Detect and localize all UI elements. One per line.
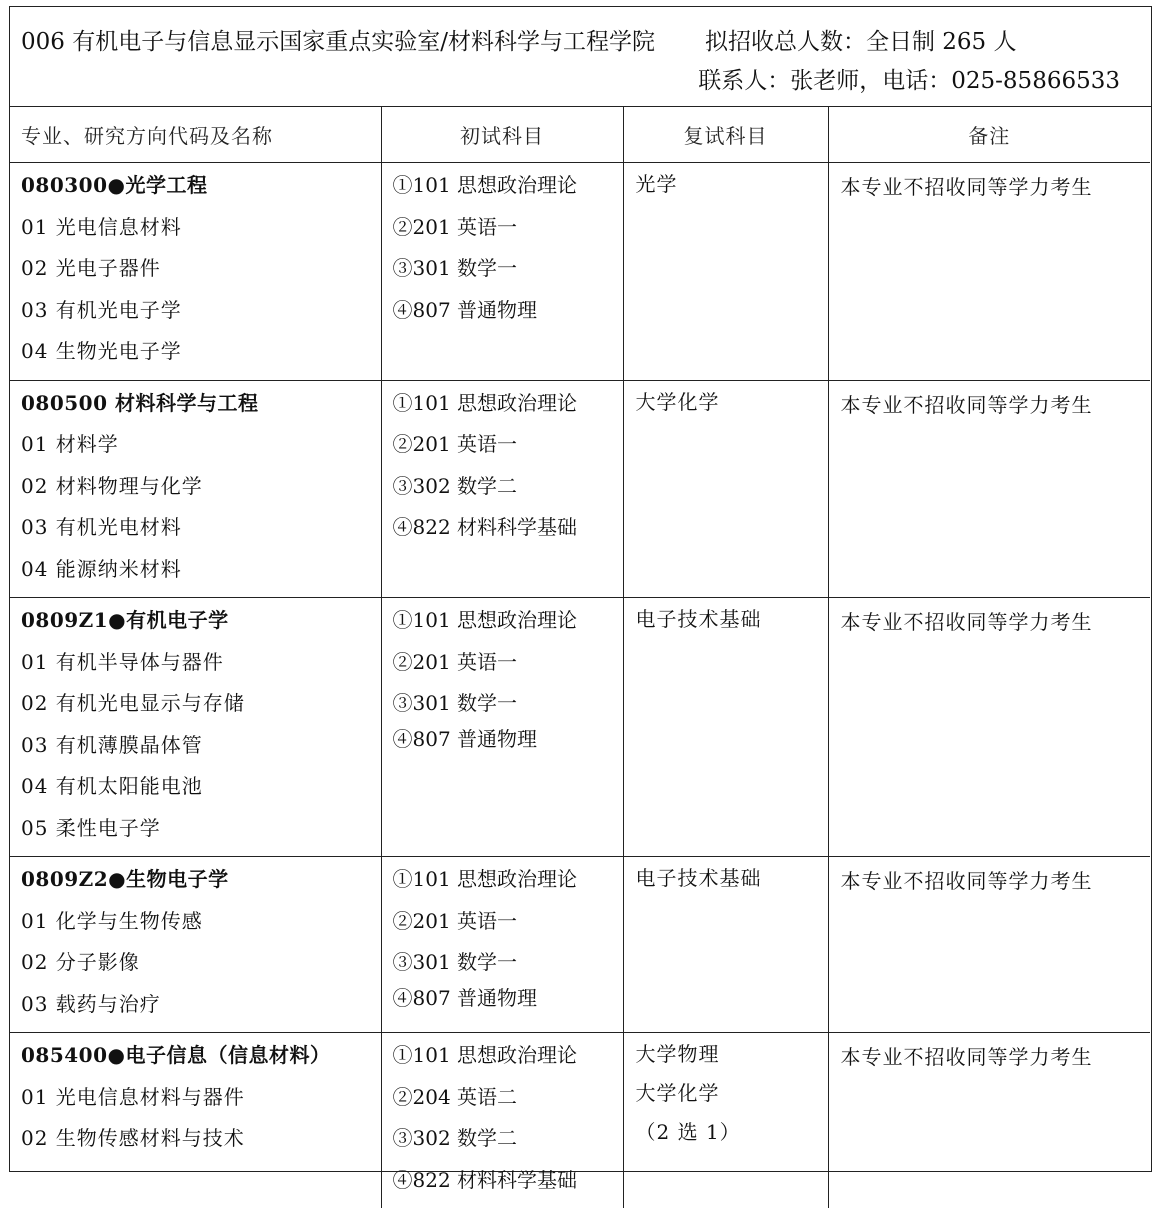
retest-note: （2 选 1）	[636, 1119, 828, 1158]
direction-item: 03 有机薄膜晶体管	[21, 732, 381, 774]
exam-cell	[381, 380, 623, 598]
exam-subject: ④807 普通物理	[393, 726, 623, 768]
exam-subject: ②201 英语一	[393, 214, 623, 256]
note-cell	[828, 380, 1150, 598]
table-row	[10, 598, 1150, 857]
exam-subject: ②201 英语一	[393, 431, 623, 473]
retest-cell	[623, 163, 828, 381]
table-row	[10, 857, 1150, 1033]
exam-subject: ④822 材料科学基础	[393, 514, 623, 556]
direction-item: 03 有机光电子学	[21, 297, 381, 339]
direction-item: 01 光电信息材料	[21, 214, 381, 256]
exam-subject: ①101 思想政治理论	[393, 866, 623, 908]
retest-cell	[623, 1033, 828, 1208]
direction-item: 04 能源纳米材料	[21, 556, 381, 598]
retest-cell	[623, 380, 828, 598]
note-cell	[828, 1033, 1150, 1208]
note-cell	[828, 857, 1150, 1033]
major-cell	[10, 598, 381, 857]
note-text: 本专业不招收同等学力考生	[829, 163, 1151, 200]
direction-item: 03 载药与治疗	[21, 991, 381, 1033]
direction-item: 01 化学与生物传感	[21, 908, 381, 950]
col-header-major: 专业、研究方向代码及名称	[10, 107, 381, 163]
retest-cell	[623, 598, 828, 857]
col-header-exam: 初试科目	[381, 107, 623, 163]
note-text: 本专业不招收同等学力考生	[829, 598, 1151, 635]
school-title: 006 有机电子与信息显示国家重点实验室/材料科学与工程学院	[21, 29, 655, 55]
note-text: 本专业不招收同等学力考生	[829, 1033, 1151, 1070]
direction-item: 02 生物传感材料与技术	[21, 1125, 381, 1167]
major-cell	[10, 1033, 381, 1208]
exam-subject: ③301 数学一	[393, 949, 623, 985]
table-header-row	[10, 107, 1150, 163]
enrollment-total: 拟招收总人数：全日制 265 人	[705, 29, 1017, 55]
major-name: 0809Z2●生物电子学	[21, 866, 381, 908]
contact-info: 联系人：张老师，电话：025-85866533	[698, 62, 1120, 95]
major-name: 080300●光学工程	[21, 172, 381, 214]
col-header-note: 备注	[828, 107, 1150, 163]
exam-subject: ③302 数学二	[393, 473, 623, 515]
major-cell	[10, 163, 381, 381]
direction-item: 05 柔性电子学	[21, 815, 381, 857]
major-name: 085400●电子信息（信息材料）	[21, 1042, 381, 1084]
exam-subject: ②201 英语一	[393, 649, 623, 691]
exam-subject: ②201 英语一	[393, 908, 623, 950]
direction-item: 04 生物光电子学	[21, 338, 381, 380]
exam-subject: ①101 思想政治理论	[393, 1042, 623, 1084]
table-row	[10, 1033, 1150, 1208]
retest-subject: 光学	[636, 171, 828, 210]
exam-subject: ③302 数学二	[393, 1125, 623, 1167]
retest-subject: 电子技术基础	[636, 606, 828, 645]
direction-item: 02 分子影像	[21, 949, 381, 991]
direction-item: 02 有机光电显示与存储	[21, 690, 381, 732]
note-text: 本专业不招收同等学力考生	[829, 381, 1151, 418]
table-row	[10, 380, 1150, 598]
direction-item: 04 有机太阳能电池	[21, 773, 381, 815]
exam-subject: ①101 思想政治理论	[393, 172, 623, 214]
major-cell	[10, 857, 381, 1033]
exam-subject: ③301 数学一	[393, 690, 623, 726]
direction-item: 03 有机光电材料	[21, 514, 381, 556]
exam-cell	[381, 163, 623, 381]
col-header-retest: 复试科目	[623, 107, 828, 163]
major-cell	[10, 380, 381, 598]
note-cell	[828, 598, 1150, 857]
direction-item: 02 材料物理与化学	[21, 473, 381, 515]
retest-subject: 电子技术基础	[636, 865, 828, 904]
direction-item: 01 材料学	[21, 431, 381, 473]
retest-cell	[623, 857, 828, 1033]
exam-cell	[381, 857, 623, 1033]
exam-cell	[381, 598, 623, 857]
note-text: 本专业不招收同等学力考生	[829, 857, 1151, 894]
sheet-header	[10, 7, 1151, 107]
table-row	[10, 163, 1150, 381]
major-name: 080500 材料科学与工程	[21, 390, 381, 432]
retest-subject: 大学化学	[636, 1080, 828, 1119]
exam-subject: ③301 数学一	[393, 255, 623, 297]
exam-subject: ④807 普通物理	[393, 297, 623, 339]
direction-item: 01 有机半导体与器件	[21, 649, 381, 691]
direction-item: 01 光电信息材料与器件	[21, 1084, 381, 1126]
direction-item: 02 光电子器件	[21, 255, 381, 297]
exam-subject: ①101 思想政治理论	[393, 390, 623, 432]
note-cell	[828, 163, 1150, 381]
exam-cell	[381, 1033, 623, 1208]
retest-subject: 大学化学	[636, 389, 828, 428]
program-table	[10, 107, 1150, 1208]
exam-subject: ④807 普通物理	[393, 985, 623, 1027]
major-name: 0809Z1●有机电子学	[21, 607, 381, 649]
exam-subject: ①101 思想政治理论	[393, 607, 623, 649]
exam-subject: ②204 英语二	[393, 1084, 623, 1126]
exam-subject: ④822 材料科学基础	[393, 1167, 623, 1208]
admission-sheet	[9, 6, 1152, 1172]
retest-subject: 大学物理	[636, 1041, 828, 1080]
